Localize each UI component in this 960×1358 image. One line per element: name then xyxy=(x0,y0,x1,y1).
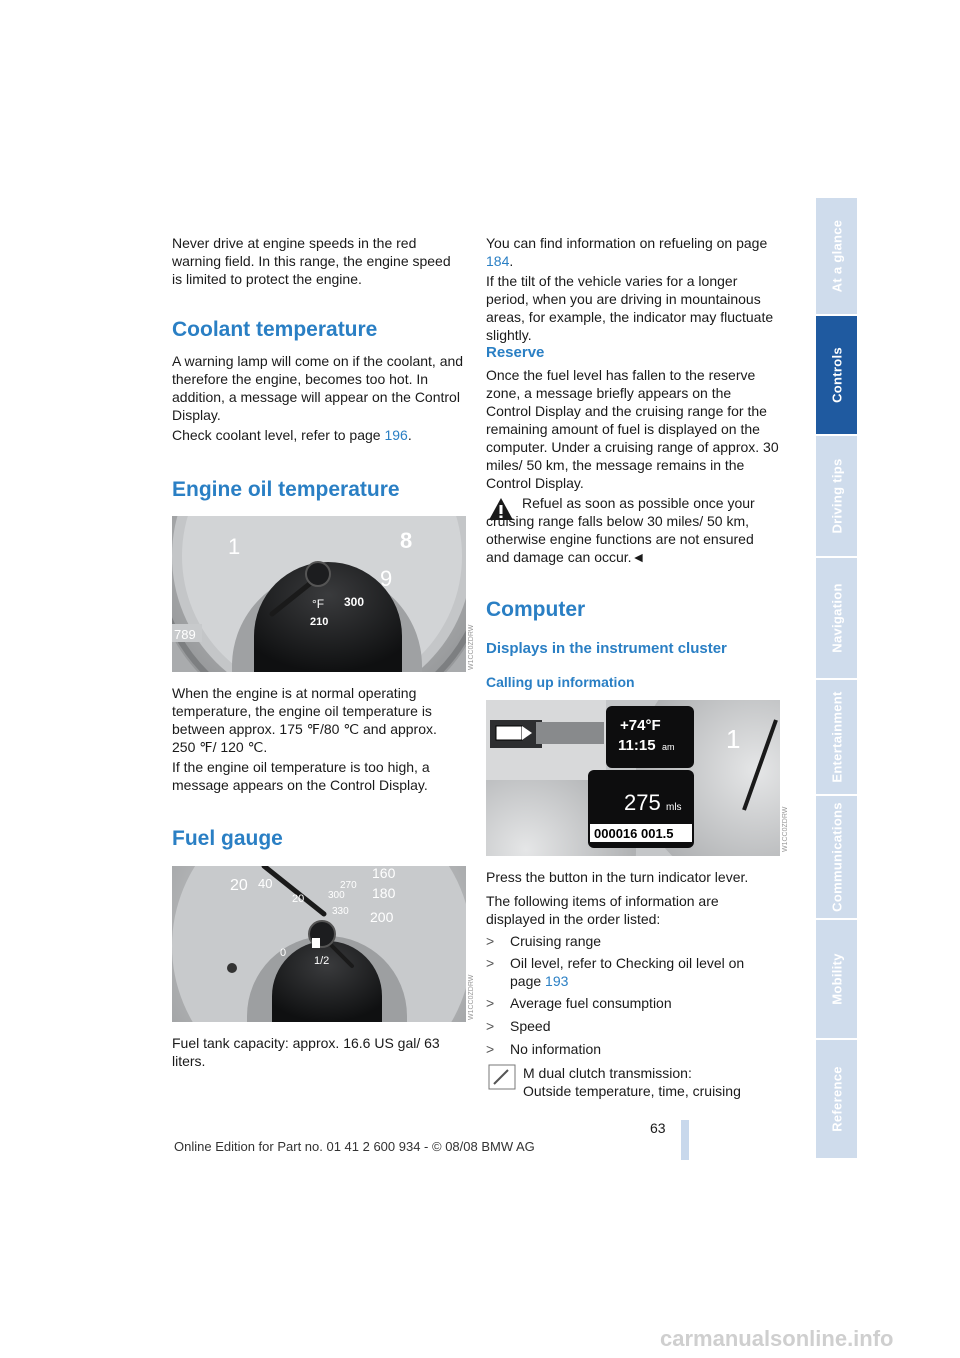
oil-temperature-gauge-figure xyxy=(172,516,466,672)
mdct-line-1: M dual clutch transmission: xyxy=(523,1065,692,1081)
sidebar-tab-mobility[interactable]: Mobility xyxy=(816,920,857,1040)
gauge-label: 300 xyxy=(344,595,365,609)
fuel-gauge-illustration xyxy=(172,866,466,1022)
display-odometer: 000016 001.5 xyxy=(594,826,674,841)
display-temperature: +74°F xyxy=(620,717,661,734)
figure-id: W1CC0ZDRW xyxy=(468,624,475,670)
tilt-paragraph: If the tilt of the vehicle varies for a longer period, when you are driving in mountainous areas, for example, the indicator may fluctuate slightly. xyxy=(486,273,774,343)
display-ampm: am xyxy=(662,742,675,752)
edition-line: Online Edition for Part no. 01 41 2 600 934 - © 08/08 BMW AG xyxy=(174,1139,535,1154)
sidebar-tab-driving-tips[interactable]: Driving tips xyxy=(816,436,857,558)
sidebar-tab-navigation[interactable]: Navigation xyxy=(816,558,857,680)
oil-gauge-illustration xyxy=(172,516,466,672)
display-range: 275 xyxy=(624,790,661,815)
gauge-label: 20 xyxy=(292,893,305,905)
gauge-label: 8 xyxy=(400,528,413,553)
gauge-label: 1 xyxy=(726,724,741,754)
mdct-line-2: Outside temperature, time, cruising xyxy=(523,1083,741,1099)
gauge-label: 270 xyxy=(340,880,357,891)
cluster-illustration xyxy=(486,700,780,856)
page-ref-184[interactable]: 184 xyxy=(486,253,510,269)
chapter-sidebar xyxy=(816,198,857,1160)
gauge-label: 200 xyxy=(370,909,394,925)
gauge-label: 1 xyxy=(228,534,241,559)
reserve-warning-paragraph: Refuel as soon as possible once your cruising range falls below 30 miles/ 50 km, otherwise engine functions are not ensured and damage can occur.◄ xyxy=(486,495,755,565)
intro-paragraph: Never drive at engine speeds in the red warning field. In this range, the engine speed is limited to protect the engine. xyxy=(172,235,451,287)
gauge-label: 9 xyxy=(380,566,393,591)
gauge-label: °F xyxy=(312,597,325,611)
oil-temp-heading: Engine oil temperature xyxy=(172,478,400,501)
sidebar-tab-communications[interactable]: Communications xyxy=(816,796,857,920)
refuel-paragraph: You can find information on refueling on page 184. xyxy=(486,235,768,269)
gauge-label: 180 xyxy=(372,885,396,901)
page-ref-193[interactable]: 193 xyxy=(545,973,569,989)
sidebar-tab-entertainment[interactable]: Entertainment xyxy=(816,680,857,796)
gauge-label: 20 xyxy=(230,877,248,894)
reserve-paragraph: Once the fuel level has fallen to the reserve zone, a message briefly appears on the Control Display and the cruising range for the remaining amount of fuel is displayed on the computer. Under a cruising range of approx. 30 miles/ 50 km, the message remains in the Control Display. xyxy=(486,367,779,491)
watermark: carmanualsonline.info xyxy=(660,1326,894,1351)
press-button-paragraph: Press the button in the turn indicator lever. xyxy=(486,869,749,885)
gauge-label: 330 xyxy=(332,906,349,917)
computer-heading: Computer xyxy=(486,598,586,621)
calling-up-subheading: Calling up information xyxy=(486,674,635,690)
fuel-gauge-heading: Fuel gauge xyxy=(172,827,283,850)
coolant-heading: Coolant temperature xyxy=(172,318,378,341)
page-number: 63 xyxy=(650,1120,666,1136)
oil-temp-paragraph: When the engine is at normal operating temperature, the engine oil temperature is between approx. 175 ℉/80 ℃ and approx. 250 ℉/ 120 ℃. xyxy=(172,685,437,755)
following-items-paragraph: The following items of information are displayed in the order listed: xyxy=(486,893,719,927)
coolant-check-paragraph: Check coolant level, refer to page 196. xyxy=(172,427,412,443)
gauge-label: 40 xyxy=(258,876,273,891)
oil-temp-warning-paragraph: If the engine oil temperature is too high, a message appears on the Control Display. xyxy=(172,759,430,793)
reserve-heading: Reserve xyxy=(486,344,545,361)
gauge-label: 210 xyxy=(310,616,329,628)
gauge-label: 1/2 xyxy=(314,955,330,967)
display-range-unit: mls xyxy=(666,802,682,813)
coolant-paragraph: A warning lamp will come on if the coolant, and therefore the engine, becomes too hot. In addition, a message will appear on the Control Display. xyxy=(172,353,464,423)
page-marker-bar xyxy=(681,1120,689,1160)
sidebar-tab-at-a-glance[interactable]: At a glance xyxy=(816,198,857,316)
gauge-label: 0 xyxy=(280,947,287,959)
figure-id: W1CC0ZDRW xyxy=(468,974,475,1020)
sidebar-tab-reference[interactable]: Reference xyxy=(816,1040,857,1160)
gauge-label: 789 xyxy=(174,627,196,642)
instrument-cluster-computer-figure xyxy=(486,700,780,856)
gauge-label: 300 xyxy=(328,890,345,901)
figure-id: W1CC0ZDRW xyxy=(782,806,789,852)
displays-subheading: Displays in the instrument cluster xyxy=(486,640,727,657)
note-icon xyxy=(488,1064,516,1090)
sidebar-tab-controls[interactable]: Controls xyxy=(816,316,857,436)
fuel-gauge-figure xyxy=(172,866,466,1022)
fuel-capacity-paragraph: Fuel tank capacity: approx. 16.6 US gal/ 63 liters. xyxy=(172,1035,440,1069)
display-time: 11:15 xyxy=(618,737,656,754)
page-ref-196[interactable]: 196 xyxy=(384,427,408,443)
gauge-label: 160 xyxy=(372,866,396,881)
